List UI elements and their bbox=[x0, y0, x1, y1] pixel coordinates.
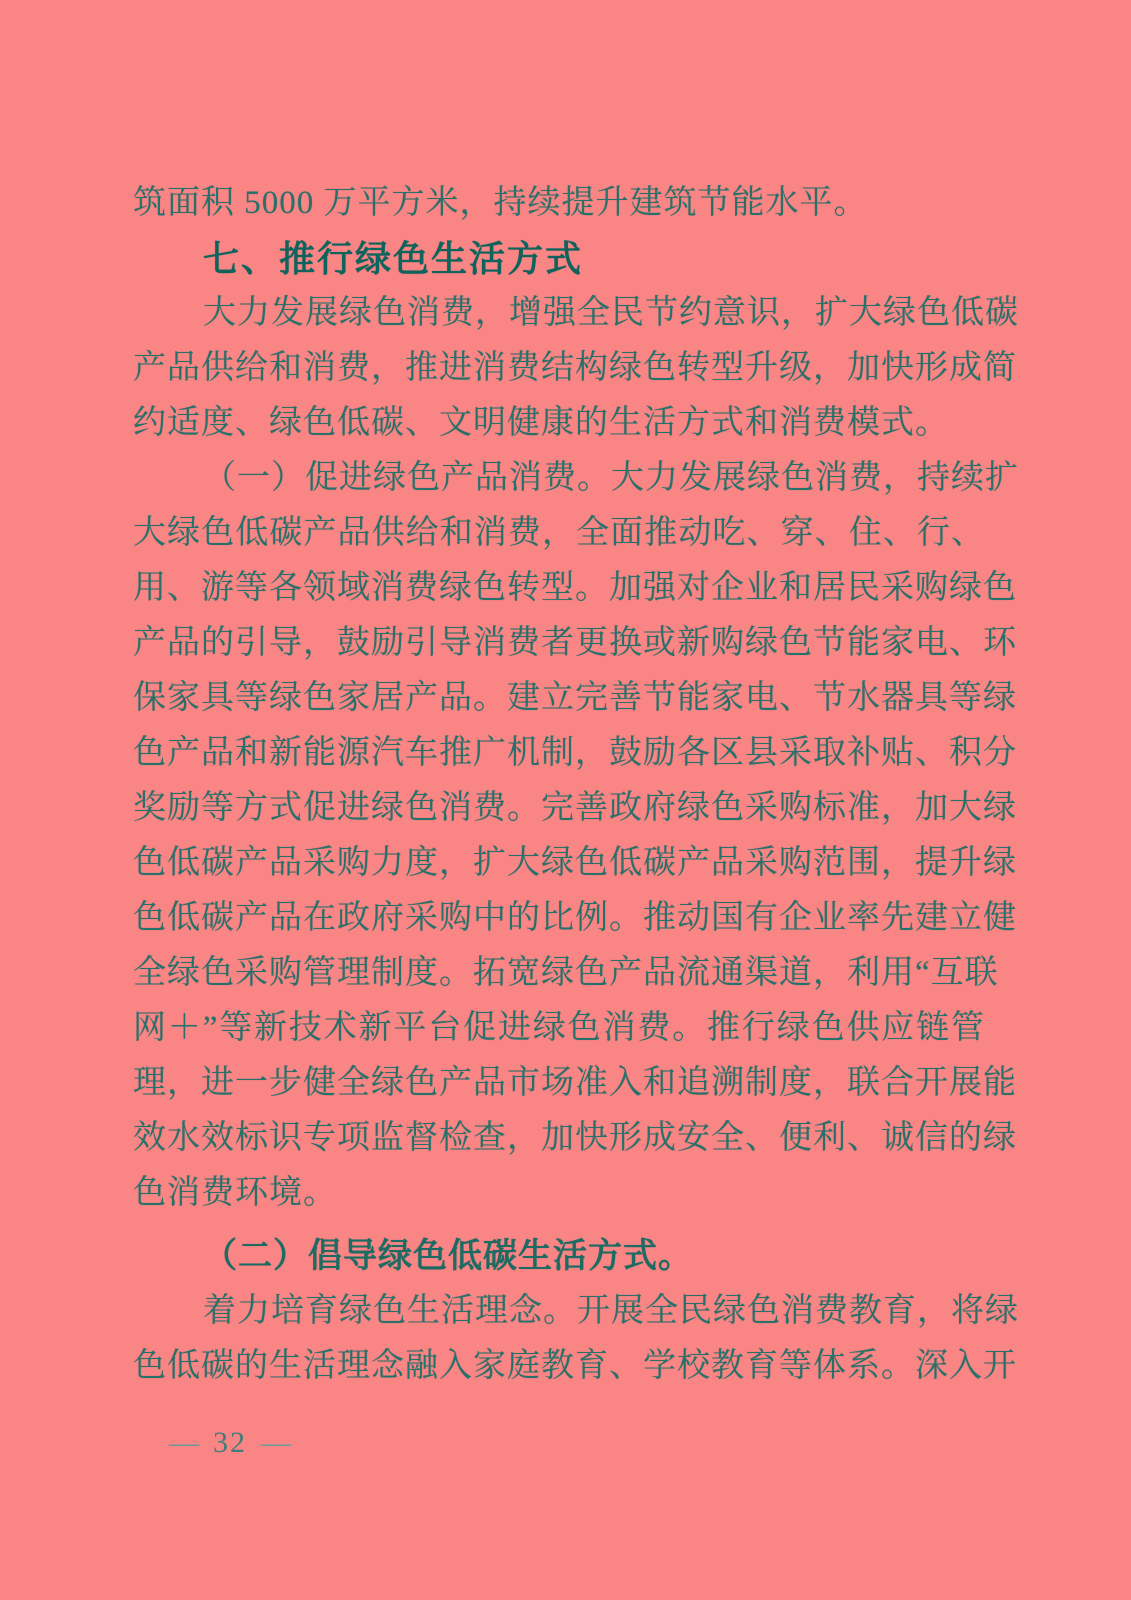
body-line: 色低碳产品采购力度，扩大绿色低碳产品采购范围，提升绿 bbox=[133, 845, 1017, 881]
body-line: 产品供给和消费，推进消费结构绿色转型升级，加快形成简 bbox=[133, 350, 1017, 386]
body-line: 用、游等各领域消费绿色转型。加强对企业和居民采购绿色 bbox=[133, 570, 1017, 606]
body-line: 色低碳的生活理念融入家庭教育、学校教育等体系。深入开 bbox=[133, 1348, 1017, 1384]
section-heading: 七、推行绿色生活方式 bbox=[203, 238, 584, 279]
body-line: 理，进一步健全绿色产品市场准入和追溯制度，联合开展能 bbox=[133, 1065, 1017, 1101]
body-line: 大力发展绿色消费，增强全民节约意识，扩大绿色低碳 bbox=[203, 295, 1019, 331]
body-line: 全绿色采购管理制度。拓宽绿色产品流通渠道，利用“互联 bbox=[133, 955, 999, 991]
body-line: 色低碳产品在政府采购中的比例。推动国有企业率先建立健 bbox=[133, 900, 1017, 936]
body-line: 产品的引导，鼓励引导消费者更换或新购绿色节能家电、环 bbox=[133, 625, 1017, 661]
body-line: （一）促进绿色产品消费。大力发展绿色消费，持续扩 bbox=[203, 460, 1019, 496]
footer-dash-right: — bbox=[261, 1426, 291, 1459]
page-footer bbox=[155, 1418, 305, 1468]
document-body bbox=[133, 176, 1019, 1394]
subsection-heading: （二）倡导绿色低碳生活方式。 bbox=[203, 1238, 693, 1275]
body-line: 着力培育绿色生活理念。开展全民绿色消费教育，将绿 bbox=[203, 1293, 1019, 1329]
body-line: 网＋”等新技术新平台促进绿色消费。推行绿色供应链管 bbox=[133, 1010, 985, 1046]
body-line: 效水效标识专项监督检查，加快形成安全、便利、诚信的绿 bbox=[133, 1120, 1017, 1156]
body-line: 约适度、绿色低碳、文明健康的生活方式和消费模式。 bbox=[133, 405, 949, 441]
page-number: 32 bbox=[213, 1426, 247, 1459]
body-line: 色消费环境。 bbox=[133, 1175, 337, 1211]
body-line: 色产品和新能源汽车推广机制，鼓励各区县采取补贴、积分 bbox=[133, 735, 1017, 771]
body-line: 保家具等绿色家居产品。建立完善节能家电、节水器具等绿 bbox=[133, 680, 1017, 716]
body-line: 大绿色低碳产品供给和消费，全面推动吃、穿、住、行、 bbox=[133, 515, 985, 551]
body-line: 筑面积 5000 万平方米，持续提升建筑节能水平。 bbox=[133, 185, 868, 221]
body-line: 奖励等方式促进绿色消费。完善政府绿色采购标准，加大绿 bbox=[133, 790, 1017, 826]
footer-dash-left: — bbox=[169, 1426, 199, 1459]
